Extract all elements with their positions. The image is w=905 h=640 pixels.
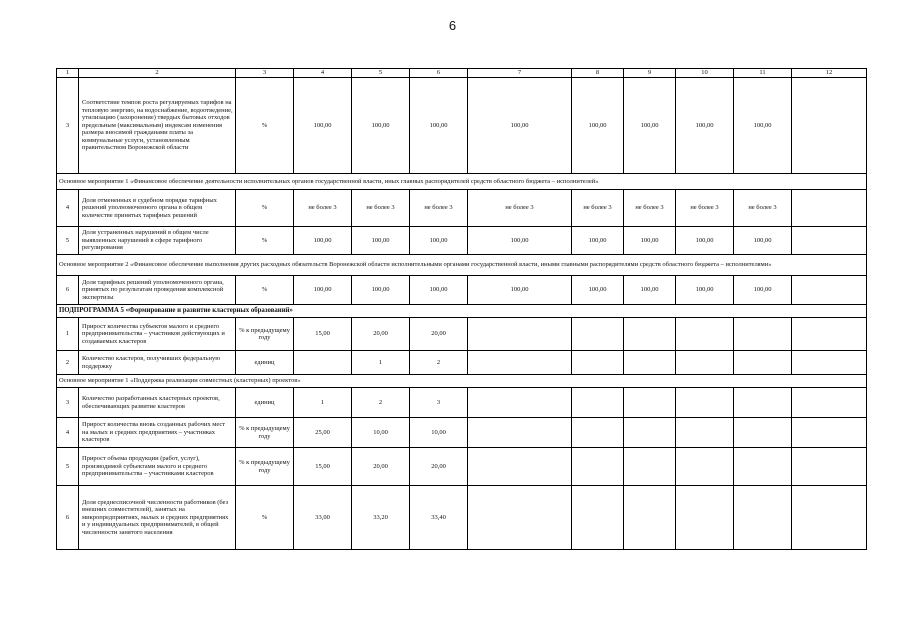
value-cell: не более 3	[294, 190, 352, 227]
unit-cell: % к предыдущему году	[236, 418, 294, 448]
row-number-cell: 2	[57, 351, 79, 375]
value-cell: 10,00	[352, 418, 410, 448]
row-number-cell: 4	[57, 418, 79, 448]
value-cell: 100,00	[572, 276, 624, 305]
row-number-cell: 1	[57, 318, 79, 351]
section-title-cell: Основное мероприятие 2 «Финансовое обеспечение выполнения других расходных обязательств Воронежской области исполнительными органами государственной власти, иными главными распорядителями средств областного бюджета – исполнителями»	[57, 255, 867, 276]
unit-cell: %	[236, 78, 294, 174]
column-number-cell: 1	[57, 69, 79, 78]
value-cell	[676, 388, 734, 418]
value-cell	[624, 418, 676, 448]
value-cell: 100,00	[352, 227, 410, 255]
value-cell	[468, 448, 572, 486]
value-cell	[572, 388, 624, 418]
table-row	[57, 227, 867, 255]
value-cell	[792, 448, 867, 486]
column-number-cell: 12	[792, 69, 867, 78]
value-cell: 20,00	[410, 318, 468, 351]
value-cell: 3	[410, 388, 468, 418]
table-row	[57, 418, 867, 448]
column-number-cell: 8	[572, 69, 624, 78]
value-cell: 100,00	[624, 78, 676, 174]
unit-cell: %	[236, 190, 294, 227]
value-cell: 25,00	[294, 418, 352, 448]
value-cell: 100,00	[572, 227, 624, 255]
value-cell: 1	[352, 351, 410, 375]
row-number-cell: 4	[57, 190, 79, 227]
value-cell: 1	[294, 388, 352, 418]
value-cell	[734, 318, 792, 351]
value-cell: 100,00	[294, 227, 352, 255]
value-cell	[734, 388, 792, 418]
table-header-row	[57, 69, 867, 78]
row-number-cell: 3	[57, 78, 79, 174]
column-number-cell: 9	[624, 69, 676, 78]
column-number-cell: 10	[676, 69, 734, 78]
value-cell: 33,20	[352, 486, 410, 550]
unit-cell: %	[236, 486, 294, 550]
section-row	[57, 255, 867, 276]
section-row	[57, 174, 867, 190]
table-row	[57, 448, 867, 486]
value-cell	[792, 78, 867, 174]
value-cell: 2	[410, 351, 468, 375]
value-cell	[792, 190, 867, 227]
value-cell	[624, 318, 676, 351]
indicator-name-cell: Количество разработанных кластерных проектов, обеспечивающих развитие кластеров	[79, 388, 236, 418]
row-number-cell: 3	[57, 388, 79, 418]
value-cell	[792, 276, 867, 305]
section-row	[57, 375, 867, 388]
value-cell: 100,00	[352, 276, 410, 305]
value-cell	[624, 448, 676, 486]
page-number: 6	[448, 18, 457, 33]
indicator-name-cell: Доля тарифных решений уполномоченного органа, принятых по результатам проведения комплексной экспертизы	[79, 276, 236, 305]
value-cell: 100,00	[572, 78, 624, 174]
column-number-cell: 2	[79, 69, 236, 78]
column-number-cell: 3	[236, 69, 294, 78]
value-cell: не более 3	[352, 190, 410, 227]
indicator-name-cell: Прирост количества вновь созданных рабочих мест на малых и средних предприятиях – участниках кластеров	[79, 418, 236, 448]
column-number-cell: 11	[734, 69, 792, 78]
unit-cell: единиц	[236, 351, 294, 375]
value-cell: 100,00	[468, 276, 572, 305]
indicator-name-cell: Доля отмененных в судебном порядке тарифных решений уполномоченного органа в общем количестве принятых тарифных решений	[79, 190, 236, 227]
value-cell	[294, 351, 352, 375]
value-cell	[468, 318, 572, 351]
table-row	[57, 388, 867, 418]
table-row	[57, 78, 867, 174]
value-cell: не более 3	[572, 190, 624, 227]
value-cell: 100,00	[676, 78, 734, 174]
value-cell: 20,00	[352, 448, 410, 486]
value-cell: 100,00	[468, 227, 572, 255]
value-cell	[676, 448, 734, 486]
value-cell: 100,00	[410, 276, 468, 305]
value-cell: не более 3	[624, 190, 676, 227]
value-cell	[624, 351, 676, 375]
value-cell: 100,00	[410, 227, 468, 255]
unit-cell: % к предыдущему году	[236, 448, 294, 486]
value-cell: 100,00	[676, 276, 734, 305]
value-cell	[792, 486, 867, 550]
row-number-cell: 6	[57, 486, 79, 550]
value-cell	[572, 351, 624, 375]
section-title-cell: Основное мероприятие 1 «Финансовое обеспечение деятельности исполнительных органов государственной власти, иных главных распорядителей средств областного бюджета – исполнителей»	[57, 174, 867, 190]
value-cell	[734, 486, 792, 550]
value-cell: не более 3	[734, 190, 792, 227]
value-cell	[734, 448, 792, 486]
table-row	[57, 486, 867, 550]
indicator-name-cell: Доля устраненных нарушений в общем числе выявленных нарушений в сфере тарифного регулирования	[79, 227, 236, 255]
value-cell	[624, 486, 676, 550]
value-cell	[468, 351, 572, 375]
value-cell	[676, 318, 734, 351]
value-cell	[572, 486, 624, 550]
value-cell: 100,00	[734, 227, 792, 255]
value-cell: не более 3	[676, 190, 734, 227]
value-cell: 20,00	[410, 448, 468, 486]
row-number-cell: 5	[57, 227, 79, 255]
value-cell	[792, 351, 867, 375]
subprogram-title-cell: ПОДПРОГРАММА 5 «Формирование и развитие кластерных образований»	[57, 305, 867, 318]
value-cell: 10,00	[410, 418, 468, 448]
column-number-cell: 4	[294, 69, 352, 78]
subprogram-row	[57, 305, 867, 318]
value-cell: 20,00	[352, 318, 410, 351]
row-number-cell: 5	[57, 448, 79, 486]
column-number-cell: 5	[352, 69, 410, 78]
value-cell: 100,00	[294, 276, 352, 305]
indicators-table	[56, 68, 867, 550]
table-row	[57, 276, 867, 305]
value-cell: 15,00	[294, 318, 352, 351]
value-cell: 2	[352, 388, 410, 418]
value-cell: 100,00	[468, 78, 572, 174]
value-cell: 33,40	[410, 486, 468, 550]
value-cell	[468, 388, 572, 418]
value-cell: 100,00	[734, 78, 792, 174]
indicator-name-cell: Количество кластеров, получивших федеральную поддержку	[79, 351, 236, 375]
value-cell	[468, 418, 572, 448]
table-row	[57, 190, 867, 227]
value-cell: 100,00	[352, 78, 410, 174]
value-cell	[792, 227, 867, 255]
row-number-cell: 6	[57, 276, 79, 305]
value-cell: 33,00	[294, 486, 352, 550]
value-cell: не более 3	[468, 190, 572, 227]
section-title-cell: Основное мероприятие 1 «Поддержка реализации совместных (кластерных) проектов»	[57, 375, 867, 388]
column-number-cell: 6	[410, 69, 468, 78]
value-cell: 100,00	[624, 276, 676, 305]
value-cell: 100,00	[410, 78, 468, 174]
unit-cell: % к предыдущему году	[236, 318, 294, 351]
value-cell	[792, 318, 867, 351]
unit-cell: %	[236, 227, 294, 255]
value-cell	[676, 418, 734, 448]
indicator-name-cell: Прирост количества субъектов малого и среднего предпринимательства – участников действующих и создаваемых кластеров	[79, 318, 236, 351]
indicator-name-cell: Доля среднесписочной численности работников (без внешних совместителей), занятых на микропредприятиях, малых и средних предприятиях и у индивидуальных предпринимателей, в общей численности занятого населения	[79, 486, 236, 550]
value-cell	[734, 351, 792, 375]
indicator-name-cell: Прирост объема продукции (работ, услуг), производимой субъектами малого и среднего предпринимательства – участниками кластеров	[79, 448, 236, 486]
value-cell	[676, 486, 734, 550]
value-cell	[572, 418, 624, 448]
unit-cell: %	[236, 276, 294, 305]
value-cell	[676, 351, 734, 375]
table-row	[57, 318, 867, 351]
indicator-name-cell: Соответствие темпов роста регулируемых тарифов на тепловую энергию, на водоснабжение, водоотведение, утилизацию (захоронение) твердых бытовых отходов предельным (максимальным) индексам изменения размера вносимой гражданами платы за коммунальные услуги, установленным правительством Воронежской области	[79, 78, 236, 174]
value-cell	[572, 448, 624, 486]
value-cell: 100,00	[624, 227, 676, 255]
value-cell: 100,00	[734, 276, 792, 305]
value-cell: 100,00	[676, 227, 734, 255]
value-cell	[792, 418, 867, 448]
value-cell: 15,00	[294, 448, 352, 486]
column-number-cell: 7	[468, 69, 572, 78]
table-row	[57, 351, 867, 375]
value-cell: 100,00	[294, 78, 352, 174]
value-cell	[624, 388, 676, 418]
value-cell	[468, 486, 572, 550]
value-cell	[572, 318, 624, 351]
unit-cell: единиц	[236, 388, 294, 418]
value-cell: не более 3	[410, 190, 468, 227]
value-cell	[734, 418, 792, 448]
value-cell	[792, 388, 867, 418]
